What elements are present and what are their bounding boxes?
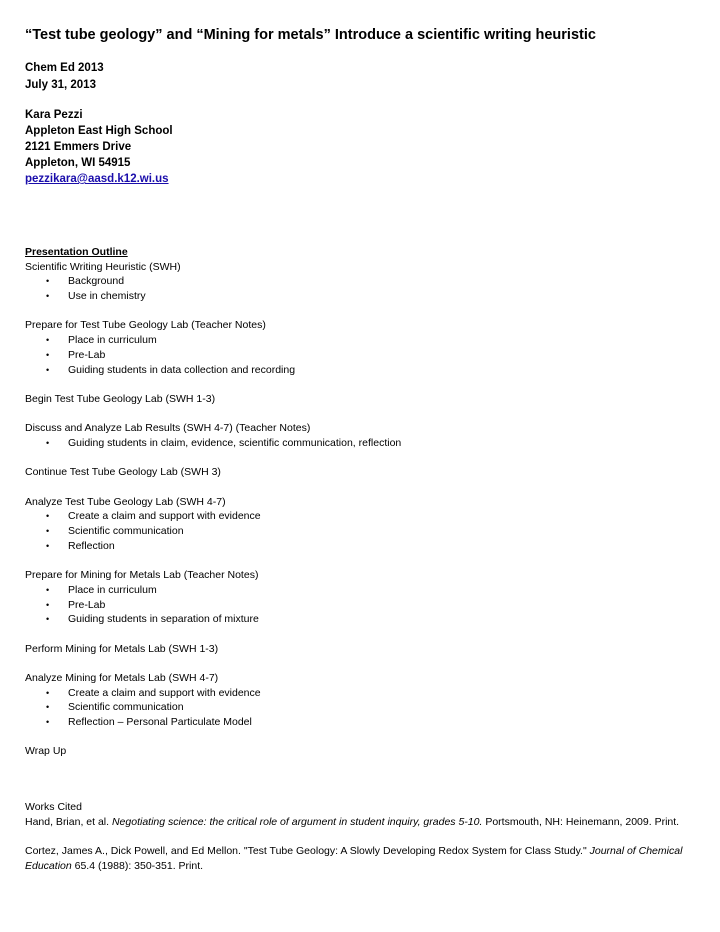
outline-section-title: Scientific Writing Heuristic (SWH) [25,260,181,273]
outline-bullet-item: • Pre-Lab [46,348,106,361]
bullet-icon: • [46,364,50,375]
outline-bullet-item: • Scientific communication [46,701,184,714]
outline-bullet-item: • Reflection – Personal Particulate Model [46,716,252,728]
bullet-icon: • [46,584,50,595]
outline-bullet-item: • Guiding students in data collection and recording [46,363,296,376]
outline-bullet-item: • Use in chemistry [46,290,146,303]
outline-section-title: Prepare for Test Tube Geology Lab (Teacher Notes) [25,319,266,332]
outline-section-title: Wrap Up [25,745,67,758]
author-school: Appleton East High School [25,125,173,137]
outline-bullet-item: • Create a claim and support with evidence [46,686,261,699]
bullet-icon: • [46,614,50,625]
author-street: 2121 Emmers Drive [25,141,132,153]
works-cited-heading: Works Cited [25,801,82,813]
bullet-icon: • [46,437,50,448]
bullet-icon: • [46,291,50,302]
document-title: “Test tube geology” and “Mining for metals” Introduce a scientific writing heuristic [25,27,596,43]
bullet-icon: • [46,349,50,360]
bullet-icon: • [46,511,50,522]
works-cited [25,800,715,874]
outline-section-title: Continue Test Tube Geology Lab (SWH 3) [25,466,221,479]
bullet-icon: • [46,687,50,698]
outline-section-title: Begin Test Tube Geology Lab (SWH 1-3) [25,392,216,405]
conference-date: July 31, 2013 [25,79,96,91]
outline-section-title: Analyze Test Tube Geology Lab (SWH 4-7) [25,495,226,508]
outline-bullet-item: • Place in curriculum [46,583,157,596]
author-name: Kara Pezzi [25,109,83,121]
author-city: Appleton, WI 54915 [25,157,131,169]
bullet-icon: • [46,526,50,537]
bullet-icon: • [46,702,50,713]
outline-section-title: Prepare for Mining for Metals Lab (Teacher Notes) [25,569,259,582]
author-email-link[interactable]: pezzikara@aasd.k12.wi.us [25,173,169,185]
outline-section-title: Discuss and Analyze Lab Results (SWH 4-7) (Teacher Notes) [25,422,311,435]
bullet-icon: • [46,540,50,551]
reference-2: Cortez, James A., Dick Powell, and Ed Mellon. "Test Tube Geology: A Slowly Developing Redox System for Class Study." Journal of Chemical Education 65.4 (1988): 350-351. Print. [25,845,683,872]
outline-section-title: Perform Mining for Metals Lab (SWH 1-3) [25,642,219,655]
outline-bullet-item: • Reflection [46,539,115,552]
outline-section-title: Analyze Mining for Metals Lab (SWH 4-7) [25,671,219,684]
conference-name: Chem Ed 2013 [25,62,104,74]
reference-1: Hand, Brian, et al. Negotiating science: the critical role of argument in student inquiry, grades 5-10. Portsmouth, NH: Heinemann, 2009. Print. [25,815,680,828]
outline-bullet-item: • Place in curriculum [46,334,157,347]
outline-bullet-item: • Background [46,275,125,288]
outline-heading: Presentation Outline [25,246,128,258]
outline-bullet-item: • Create a claim and support with evidence [46,510,261,523]
bullet-icon: • [46,717,50,727]
outline-bullet-item: • Pre-Lab [46,598,106,611]
outline-bullet-item: • Guiding students in claim, evidence, scientific communication, reflection [46,436,402,449]
bullet-icon: • [46,335,50,346]
bullet-icon: • [46,276,50,287]
outline-bullet-item: • Guiding students in separation of mixture [46,613,259,626]
outline-bullet-item: • Scientific communication [46,525,184,538]
bullet-icon: • [46,599,50,610]
presentation-outline [25,245,705,759]
